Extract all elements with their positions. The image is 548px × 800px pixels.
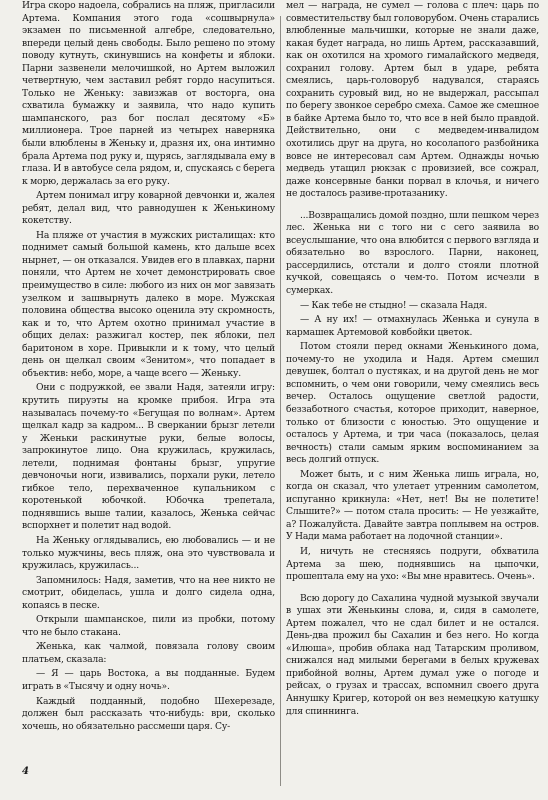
- paragraph: Женька, как чалмой, повязала голову своим платьем, сказала:: [22, 641, 275, 665]
- paragraph: мел — награда, не сумел — голова с плеч: царь по совместительству был головорубом. Очень старались влюбленные мальчишки, которые не знали даже, какая будет награда, но лишь Артем, рассказавший, как он охотился на хромого гималайского медведя, сохранил голову. Артем был в ударе, ребята смеялись, царь-головоруб надувался, стараясь сохранить суровый вид, но не выдержал, рассыпал по берегу звонкое серебро смеха. Самое же смешное в байке Артема было то, что все в ней было правдой. Действительно, они с медведем-инвалидом охотились друг на друга, но косолапого разбойника вовсе не интересовал сам Артем. Однажды ночью медведь утащил рюкзак с провизией, все сожрал, даже консервные банки порвал в клочья, и ничего не досталось разиве-протазанику.: [286, 0, 539, 200]
- paragraph: Артем понимал игру коварной девчонки и, жалея ребят, делал вид, что равнодушен к Женькиному кокетству.: [22, 190, 275, 227]
- paragraph: На пляже от участия в мужских ристалищах: кто поднимет самый большой камень, кто дальше всех нырнет, — он отказался. Увидев его в плавках, парни поняли, что Артем не хочет демонстрировать свое преимущество в силе: любого из них он мог завязать узелком и зашвырнуть далеко в море. Мужская половина общества высоко оценила эту скромность, как и то, что Артем охотно принимал участие в общих делах: разжигал костер, пек яблоки, пел баритоном в хоре. Привыкли и к тому, что целый день он щелкал своим «Зенитом», что попадает в объектив: небо, море, а чаще всего — Женьку.: [22, 229, 275, 379]
- paragraph: Всю дорогу до Сахалина чудной музыкой звучали в ушах эти Женькины слова, и, сидя в самолете, Артем пожалел, что не сдал билет и не остался. День-два прожил бы Сахалин и без него. Но когда «Илюша», пробив облака над Татарским проливом, снижался над милыми берегами в белых кружевах прибойной волны, Артем думал уже о погоде и рейсах, о грузах и трассах, вспомнил своего друга Аннушку Кригер, которой он вез немецкую катушку для спиннинга.: [286, 592, 539, 717]
- paragraph: Игра скоро надоела, собрались на пляж, пригласили Артема. Компания этого года «сошвырнула» экзамен по письменной алгебре, следовательно, впереди целый день свободы. Было решено по этому поводу кутнуть, скинувшись на конфеты и яблоки. Парни зазвенели мелочишкой, но Артем выложил четвертную, чем заставил ребят гордо насупиться. Только не Женьку: завизжав от восторга, она схватила бумажку и заявила, что надо купить шампанского, раз бог послал десятому «Б» миллионера. Трое парней из четырех наверняка были влюблены в Женьку и, дразня их, она интимно брала Артема под руку и, щурясь, заглядывала ему в глаза. И в автобусе села рядом, и, спускаясь с берега к морю, держалась за его руку.: [22, 0, 275, 187]
- paragraph: И, ничуть не стесняясь подруги, обхватила Артема за шею, поднявшись на цыпочки, прошептала ему на ухо: «Вы мне нравитесь. Очень».: [286, 545, 539, 583]
- paragraph: ...Возвращались домой поздно, шли пешком через лес. Женька ни с того ни с сего заявила во всеуслышание, что она влюбится с первого взгляда и обязательно во взрослого. Парни, наконец, рассердились, отстали и долго стояли плотной кучкой, совещаясь о чем-то. Потом исчезли в сумерках.: [286, 209, 539, 297]
- paragraph: — А ну их! — отмахнулась Женька и сунула в кармашек Артемовой ковбойки цветок.: [286, 314, 539, 338]
- left-text-column: [22, 0, 275, 735]
- paragraph: На Женьку оглядывались, ею любовались — и не только мужчины, весь пляж, она это чувствовала и кружилась, кружилась...: [22, 534, 275, 572]
- paragraph: Каждый подданный, подобно Шехерезаде, должен был рассказать что-нибудь: ври, сколько хочешь, но обязательно рассмеши царя. Су-: [22, 695, 275, 732]
- paragraph: Потом стояли перед окнами Женькиного дома, почему-то не уходила и Надя. Артем смешил девушек, болтал о пустяках, и на другой день не мог вспомнить, о чем они говорили, чему смеялись весь вечер. Осталось ощущение светлой радости, беззаботного счастья, которое приходит, наверное, только от близости с юностью. Это ощущение и осталось у Артема, и три часа (показалось, целая вечность) стали самым ярким воспоминанием за весь долгий отпуск.: [286, 341, 539, 466]
- page-number: 4: [22, 766, 29, 777]
- column-divider: [280, 16, 281, 786]
- paragraph: Может быть, и с ним Женька лишь играла, но, когда он сказал, что улетает утренним самолетом, испуганно крикнула: «Нет, нет! Вы не полетите! Слышите?» — потом стала просить: — Не уезжайте, а? Пожалуйста. Давайте завтра поплывем на остров. У Нади мама работает на лодочной станции».: [286, 468, 539, 543]
- paragraph: Открыли шампанское, пили из пробки, потому что не было стакана.: [22, 614, 275, 638]
- paragraph: — Как тебе не стыдно! — сказала Надя.: [300, 299, 488, 311]
- paragraph: Они с подружкой, ее звали Надя, затеяли игру: крутить пируэты на кромке прибоя. Игра эта называлась почему-то «Бегущая по волнам». Артем щелкал кадр за кадром... В сверкании брызг летели у Женьки раскинутые руки, белые волосы, запрокинутое лицо. Она кружилась, кружилась, летели, поднимая фонтаны брызг, упругие девчоночьи ноги, извивались, порхали руки, летело гибкое тело, перехваченное купальником с коротенькой юбочкой. Юбочка трепетала, поднявшись выше талии, казалось, Женька сейчас вспорхнет и полетит над водой.: [22, 382, 275, 532]
- paragraph: Запомнилось: Надя, заметив, что на нее никто не смотрит, обиделась, ушла и долго сидела одна, копаясь в песке.: [22, 574, 275, 611]
- right-text-column: [286, 0, 539, 720]
- paragraph: — Я — царь Востока, а вы подданные. Будем играть в «Тысячу и одну ночь».: [22, 668, 275, 692]
